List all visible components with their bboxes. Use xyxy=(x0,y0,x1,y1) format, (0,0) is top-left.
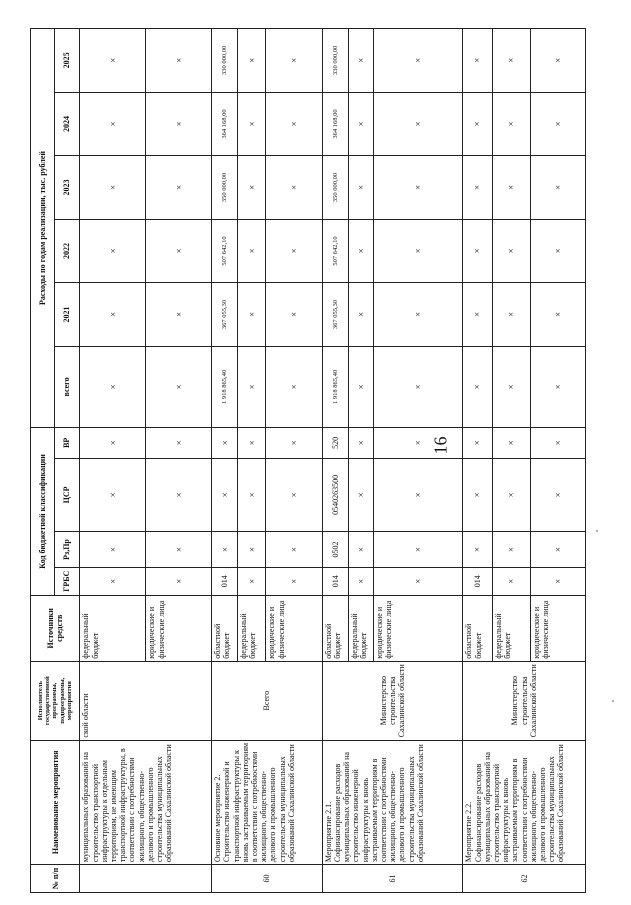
header-name: Наименование мероприятия xyxy=(31,740,80,865)
row-name-61: Мероприятие 2.1. Софинансирование расходов муниципальных образований на строительство инженерной инфраструктуры к вновь застраиваемым территориям в соответствии с потребностями жилищного, общественно-делового и промышленного строительства муниципальных образований Сахалинской области xyxy=(322,740,463,865)
cell-x: × xyxy=(80,156,146,220)
cell-x: × xyxy=(531,458,586,532)
cell-grbs: 014 xyxy=(212,567,238,595)
cell-x: × xyxy=(492,283,530,347)
cell-x: × xyxy=(266,156,323,220)
cell-x: × xyxy=(492,567,530,595)
row-exec-61: Министерство строительства Сахалинской области xyxy=(322,661,463,740)
cell-x: × xyxy=(212,532,238,568)
cell-x: × xyxy=(531,92,586,156)
cell-x: × xyxy=(146,532,212,568)
cell-x: × xyxy=(531,156,586,220)
cell-x: × xyxy=(146,346,212,427)
cell-x: × xyxy=(238,458,266,532)
cell-x: × xyxy=(348,346,373,427)
cell-x: × xyxy=(373,458,462,532)
row-name-cont: муниципальных образований на строительство транспортной инфраструктуры к отдельным территориям, не имеющим транспортной инфраструктуры, в соответствии с потребностями жилищного, общественно-делового и промышленного строительства муниципальных образований Сахалинской области xyxy=(80,740,212,865)
cell-x: × xyxy=(266,428,323,459)
header-2023: 2023 xyxy=(54,156,80,220)
row-num-62: 62 xyxy=(463,865,586,893)
source-federal: федеральный бюджет xyxy=(80,595,146,661)
header-rzpr: Рз,Пр xyxy=(54,532,80,568)
cell-x: × xyxy=(146,29,212,93)
cell-x: × xyxy=(212,428,238,459)
cell-x: × xyxy=(80,283,146,347)
source-regional: областной бюджет xyxy=(463,595,492,661)
cell-x: × xyxy=(238,567,266,595)
cell-x: × xyxy=(266,29,323,93)
header-expenses: Расходы по годам реализации, тыс. рублей xyxy=(31,29,55,428)
source-legal: юридические и физические лица xyxy=(373,595,462,661)
cell-x: × xyxy=(212,458,238,532)
source-regional: областной бюджет xyxy=(212,595,238,661)
scan-speck xyxy=(596,530,598,532)
cell-x: × xyxy=(146,219,212,283)
cell-x: × xyxy=(146,92,212,156)
cell-rzpr: 0502 xyxy=(322,532,348,568)
cell-x: × xyxy=(238,219,266,283)
cell-x: × xyxy=(463,428,492,459)
cell-x: × xyxy=(531,219,586,283)
page-number: 16 xyxy=(430,436,451,455)
cell-x: × xyxy=(146,567,212,595)
cell-x: × xyxy=(80,567,146,595)
header-vr: ВР xyxy=(54,428,80,459)
cell-x: × xyxy=(348,219,373,283)
row-exec-60: Всего xyxy=(212,661,323,740)
cell-x: × xyxy=(531,346,586,427)
cell-2021: 367 055,30 xyxy=(322,283,348,347)
cell-x: × xyxy=(373,567,462,595)
row-exec-62: Министерство строительства Сахалинской области xyxy=(463,661,586,740)
cell-2024: 364 168,00 xyxy=(212,92,238,156)
cell-x: × xyxy=(463,532,492,568)
cell-x: × xyxy=(80,92,146,156)
cell-x: × xyxy=(238,92,266,156)
cell-x: × xyxy=(531,29,586,93)
cell-x: × xyxy=(266,283,323,347)
cell-x: × xyxy=(463,283,492,347)
cell-2022: 507 642,10 xyxy=(212,219,238,283)
source-regional: областной бюджет xyxy=(322,595,348,661)
header-kbk: Код бюджетной классификации xyxy=(31,428,55,596)
scan-speck xyxy=(612,700,614,702)
cell-x: × xyxy=(463,92,492,156)
cell-total: 1 918 865,40 xyxy=(212,346,238,427)
source-federal: федеральный бюджет xyxy=(238,595,266,661)
header-sources: Источники средств xyxy=(31,595,80,661)
cell-vr: 520 xyxy=(322,428,348,459)
cell-x: × xyxy=(492,428,530,459)
cell-x: × xyxy=(373,92,462,156)
row-exec-cont: ской области xyxy=(80,661,212,740)
cell-x: × xyxy=(531,532,586,568)
cell-x: × xyxy=(492,346,530,427)
cell-csr: 0540263500 xyxy=(322,458,348,532)
header-2025: 2025 xyxy=(54,29,80,93)
cell-2022: 507 642,10 xyxy=(322,219,348,283)
header-2024: 2024 xyxy=(54,92,80,156)
cell-x: × xyxy=(146,283,212,347)
cell-x: × xyxy=(348,156,373,220)
cell-x: × xyxy=(492,92,530,156)
row-num-cont xyxy=(80,865,212,893)
cell-x: × xyxy=(348,283,373,347)
program-table xyxy=(30,28,586,893)
row-num-60: 60 xyxy=(212,865,323,893)
cell-x: × xyxy=(492,29,530,93)
source-legal: юридические и физические лица xyxy=(266,595,323,661)
row-name-62: Мероприятие 2.2. Софинансирование расходов муниципальных образований на строительство транспортной инфраструктуры к вновь застраиваемым территориям в соответствии с потребностями жилищного, общественно-делового и промышленного строительства муниципальных образований Сахалинской области xyxy=(463,740,586,865)
cell-x: × xyxy=(463,156,492,220)
cell-2021: 367 055,30 xyxy=(212,283,238,347)
cell-x: × xyxy=(80,458,146,532)
cell-x: × xyxy=(373,428,462,459)
cell-x: × xyxy=(266,92,323,156)
cell-2024: 364 168,00 xyxy=(322,92,348,156)
source-federal: федеральный бюджет xyxy=(492,595,530,661)
cell-x: × xyxy=(492,156,530,220)
cell-x: × xyxy=(238,532,266,568)
cell-x: × xyxy=(492,219,530,283)
cell-x: × xyxy=(348,92,373,156)
cell-x: × xyxy=(463,458,492,532)
cell-x: × xyxy=(463,346,492,427)
cell-x: × xyxy=(348,29,373,93)
table-row xyxy=(463,29,492,893)
cell-x: × xyxy=(266,458,323,532)
table-row xyxy=(322,29,348,893)
row-num-61: 61 xyxy=(322,865,463,893)
header-executor: Исполнитель государственной программы, подпрограммы, мероприятия xyxy=(31,661,80,740)
cell-x: × xyxy=(146,428,212,459)
header-2022: 2022 xyxy=(54,219,80,283)
cell-x: × xyxy=(266,532,323,568)
cell-x: × xyxy=(238,283,266,347)
cell-grbs: 014 xyxy=(322,567,348,595)
cell-x: × xyxy=(266,346,323,427)
program-table-rotated xyxy=(30,28,586,893)
source-federal: федеральный бюджет xyxy=(348,595,373,661)
header-2021: 2021 xyxy=(54,283,80,347)
cell-x: × xyxy=(238,156,266,220)
header-csr: ЦСР xyxy=(54,458,80,532)
cell-x: × xyxy=(80,532,146,568)
cell-x: × xyxy=(492,458,530,532)
cell-x: × xyxy=(146,458,212,532)
row-name-60: Основное мероприятие 2. Строительство инженерной и транспортной инфраструктуры к вновь застраиваемым территориям в соответствии с потребностями жилищного, общественно-делового и промышленного строительства муниципальных образований Сахалинской области xyxy=(212,740,323,865)
cell-2025: 330 000,00 xyxy=(322,29,348,93)
cell-2023: 350 000,00 xyxy=(322,156,348,220)
cell-x: × xyxy=(373,346,462,427)
cell-x: × xyxy=(348,532,373,568)
cell-x: × xyxy=(531,428,586,459)
cell-x: × xyxy=(80,219,146,283)
header-num: № п/п xyxy=(31,865,80,893)
cell-x: × xyxy=(348,567,373,595)
cell-2025: 330 000,00 xyxy=(212,29,238,93)
source-legal: юридические и физические лица xyxy=(531,595,586,661)
cell-x: × xyxy=(80,428,146,459)
cell-x: × xyxy=(348,458,373,532)
table-row xyxy=(212,29,238,893)
cell-x: × xyxy=(373,29,462,93)
cell-x: × xyxy=(266,219,323,283)
cell-x: × xyxy=(492,532,530,568)
cell-x: × xyxy=(463,219,492,283)
cell-x: × xyxy=(238,428,266,459)
cell-x: × xyxy=(348,428,373,459)
cell-x: × xyxy=(531,283,586,347)
cell-x: × xyxy=(146,156,212,220)
cell-x: × xyxy=(80,29,146,93)
cell-x: × xyxy=(373,532,462,568)
header-total: всего xyxy=(54,346,80,427)
cell-x: × xyxy=(238,346,266,427)
table-row xyxy=(80,29,146,893)
cell-2023: 350 000,00 xyxy=(212,156,238,220)
cell-x: × xyxy=(266,567,323,595)
cell-x: × xyxy=(373,156,462,220)
source-legal: юридические и физические лица xyxy=(146,595,212,661)
cell-x: × xyxy=(80,346,146,427)
cell-x: × xyxy=(373,283,462,347)
header-grbs: ГРБС xyxy=(54,567,80,595)
cell-x: × xyxy=(463,29,492,93)
cell-x: × xyxy=(373,219,462,283)
cell-grbs: 014 xyxy=(463,567,492,595)
cell-total: 1 918 865,40 xyxy=(322,346,348,427)
cell-x: × xyxy=(238,29,266,93)
cell-x: × xyxy=(531,567,586,595)
